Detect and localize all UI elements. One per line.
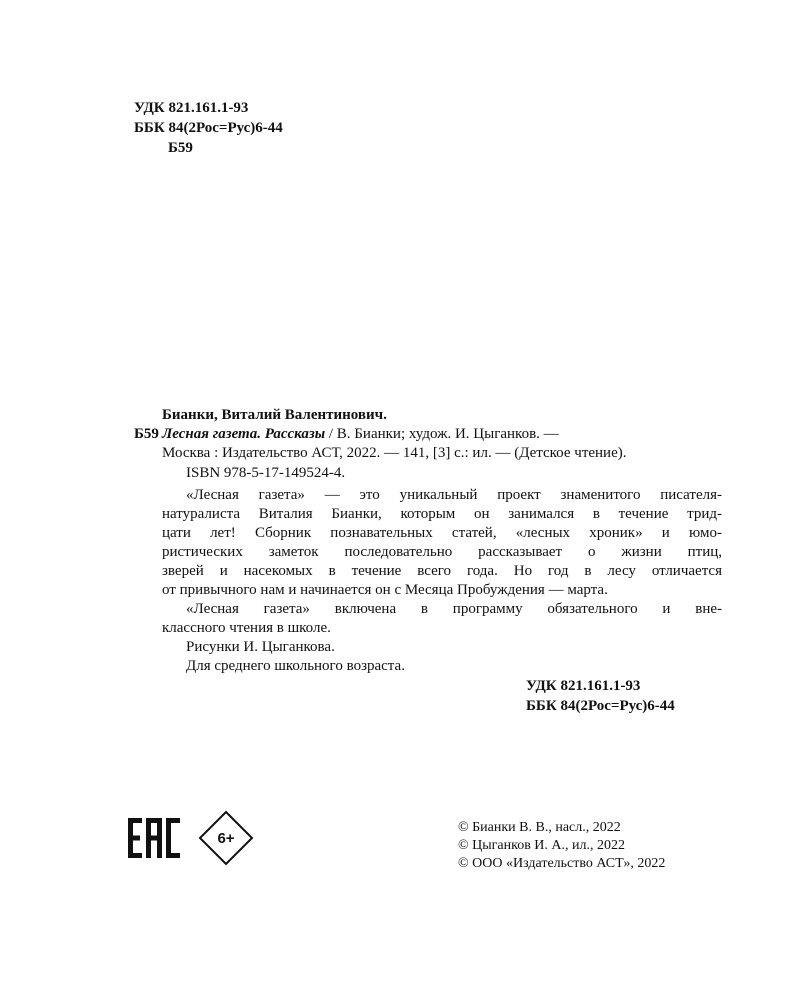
annotation-illustrations: Рисунки И. Цыганкова. [186,639,335,655]
age-rating-label: 6+ [217,829,235,847]
annotation-line-2: натуралиста Виталия Бианки, которым он занимался в течение трид- [162,506,722,522]
record-title-rest: / В. Бианки; худож. И. Цыганков. — [325,426,559,442]
record-author: Бианки, Виталий Валентинович. [162,407,387,423]
record-title: Лесная газета. Рассказы [162,426,326,442]
bottom-bbk-code: ББК 84(2Рос=Рус)6-44 [526,698,675,714]
copyright-illustrator: © Цыганков И. А., ил., 2022 [458,838,626,853]
record-publisher-line: Москва : Издательство АСТ, 2022. — 141, [3] с.: ил. — (Детское чтение). [162,445,627,461]
record-title-line [162,425,559,444]
annotation-line-7: «Лесная газета» включена в программу обязательного и вне- [186,601,722,617]
annotation-line-5: зверей и насекомых в течение всего года. Но год в лесу отличается [162,563,722,579]
eac-mark-icon [128,818,180,858]
annotation-line-3: цати лет! Сборник познавательных статей, «лесных хроник» и юмо- [162,525,722,541]
annotation-age: Для среднего школьного возраста. [186,658,405,674]
age-rating-badge [198,810,254,866]
udk-code: УДК 821.161.1-93 [134,100,249,116]
author-mark: Б59 [168,140,193,156]
annotation-line-1: «Лесная газета» — это уникальный проект знаменитого писателя- [186,487,722,503]
copyright-author: © Бианки В. В., насл., 2022 [458,820,621,835]
copyright-publisher: © ООО «Издательство АСТ», 2022 [458,856,666,871]
record-mark: Б59 [134,426,159,442]
bottom-udk-code: УДК 821.161.1-93 [526,678,641,694]
annotation-line-4: ристических заметок последовательно рассказывает о жизни птиц, [162,544,722,560]
annotation-line-8: классного чтения в школе. [162,620,331,636]
record-isbn: ISBN 978-5-17-149524-4. [186,465,346,481]
bbk-code: ББК 84(2Рос=Рус)6-44 [134,120,283,136]
annotation-line-6: от привычного нам и начинается он с Месяца Пробуждения — марта. [162,582,608,598]
